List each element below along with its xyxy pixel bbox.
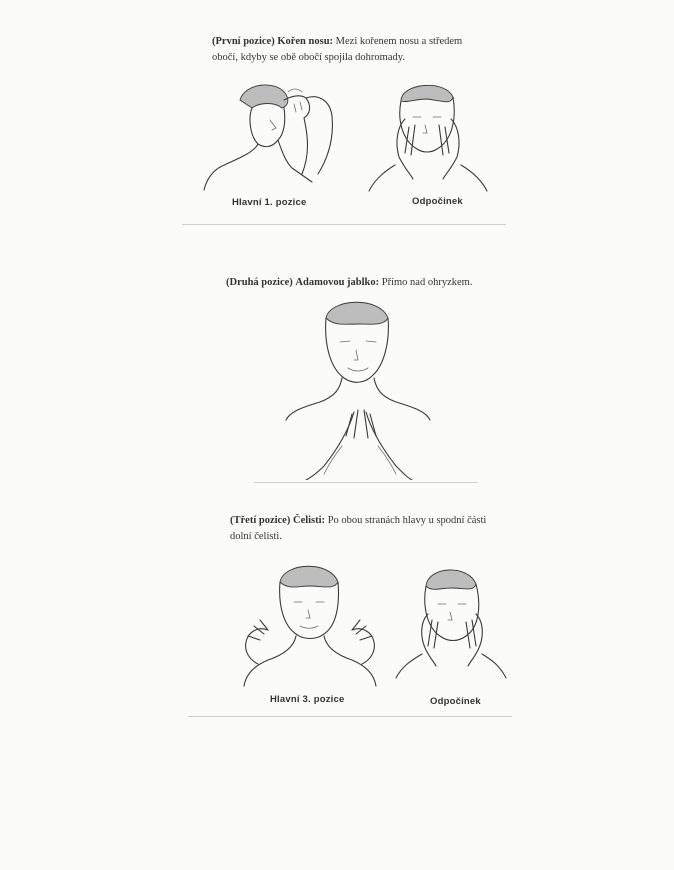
illustration-rest-position-3: [392, 562, 510, 692]
label-rest-position-1: Odpočinek: [412, 196, 463, 207]
caption-third-position: [230, 513, 530, 545]
divider-1: [182, 224, 506, 225]
caption-text-line1: Po obou stranách hlavy u spodní části: [327, 515, 487, 526]
caption-first-position: [212, 34, 512, 66]
caption-position-tag: (První pozice): [212, 36, 275, 47]
label-main-position-1: Hlavní 1. pozice: [232, 197, 307, 208]
caption-position-tag: (Druhá pozice): [226, 277, 293, 288]
divider-2: [254, 482, 478, 483]
illustration-rest-position-1: [365, 75, 495, 193]
caption-position-tag: (Třetí pozice): [230, 515, 291, 526]
illustration-main-position-3: [238, 560, 388, 690]
label-main-position-3: Hlavní 3. pozice: [270, 694, 345, 705]
caption-text-line2: obočí, kdyby se obě obočí spojila dohromady.: [212, 52, 405, 63]
label-rest-position-3: Odpočinek: [430, 696, 481, 707]
caption-text-line2: dolní čelisti.: [230, 531, 282, 542]
caption-second-position: [226, 275, 526, 291]
illustration-main-position-1: [200, 78, 360, 193]
divider-3: [188, 716, 512, 717]
illustration-position-2: [280, 296, 440, 480]
caption-text-line1: Přímo nad ohryzkem.: [381, 277, 473, 288]
caption-position-name: Kořen nosu:: [277, 36, 334, 47]
caption-text-line1: Mezi kořenem nosu a středem: [335, 36, 463, 47]
caption-position-name: Adamovou jablko:: [295, 277, 380, 288]
caption-position-name: Čelisti:: [292, 515, 326, 526]
